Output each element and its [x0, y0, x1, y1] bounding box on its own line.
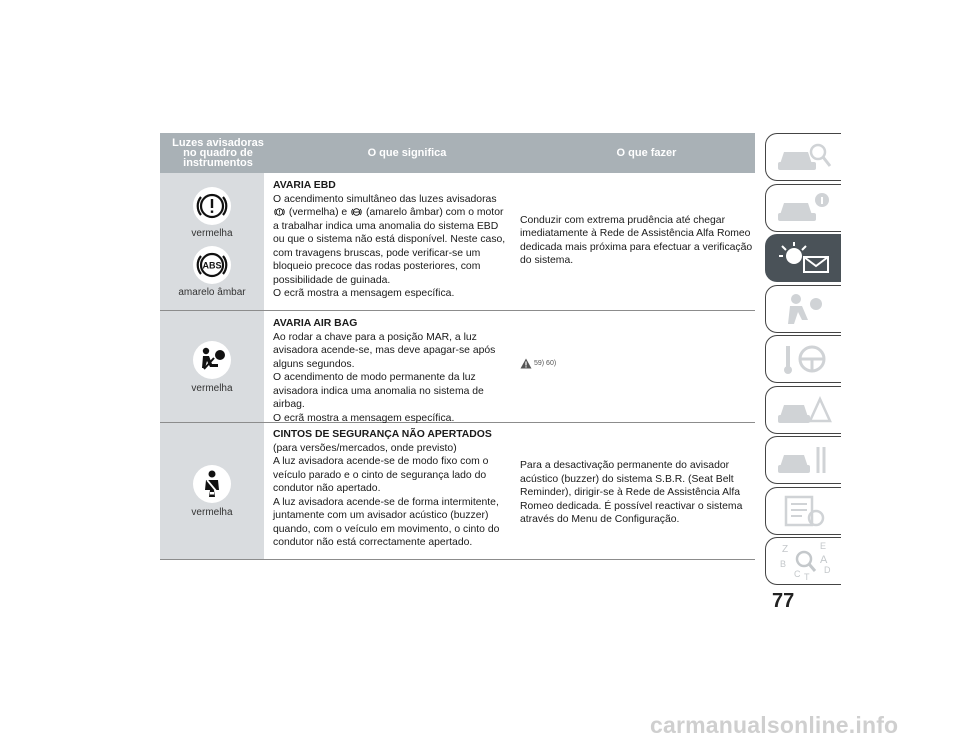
chapter-tabs: [765, 133, 841, 588]
lamp-cell: [160, 311, 264, 422]
warning-lights-icon: [774, 241, 834, 275]
warning-lights-table: [160, 133, 755, 560]
meaning-text: (para versões/mercados, onde previsto): [273, 442, 457, 454]
index-letter: C: [793, 569, 800, 579]
meaning-text: A luz avisadora acende-se de forma intermitente, juntamente com um avisador acústico (buzzer) quando, com o veículo em movimento, o cinto do condutor não está correctamente apertado.: [273, 496, 500, 548]
abs-warning-icon: [350, 206, 363, 218]
meaning-text: Ao rodar a chave para a posição MAR, a luz avisadora acende-se, mas deve apagar-se após alguns segundos.: [273, 331, 496, 370]
car-inspect-icon: [774, 140, 834, 174]
tab-specs[interactable]: [765, 487, 841, 535]
brake-warning-icon: [192, 186, 232, 226]
warning-triangle-icon: [520, 358, 532, 369]
warning-reference: 59) 60): [520, 357, 556, 371]
meaning-cell: [264, 173, 514, 310]
index-letter: T: [803, 572, 809, 581]
row-title: CINTOS DE SEGURANÇA NÃO APERTADOS: [273, 429, 492, 440]
row-title: AVARIA AIR BAG: [273, 318, 358, 329]
lamp-caption: vermelha: [191, 382, 233, 394]
tab-steering[interactable]: [765, 335, 841, 383]
tab-warning-lights[interactable]: [765, 234, 841, 282]
car-info-icon: [774, 191, 834, 225]
tab-car-inspect[interactable]: [765, 133, 841, 181]
index-letter: E: [819, 541, 826, 551]
svg-text:ABS: ABS: [353, 210, 360, 215]
tab-safety[interactable]: [765, 285, 841, 333]
meaning-text: A luz avisadora acende-se de modo fixo com o veículo parado e o cinto de segurança lado do condutor não apertado.: [273, 456, 489, 494]
meaning-text: O ecrã mostra a mensagem específica.: [273, 412, 455, 424]
car-emergency-icon: [774, 393, 834, 427]
watermark: carmanualsonline.info: [650, 712, 899, 738]
action-cell: [514, 311, 755, 422]
abs-warning-icon: [192, 245, 232, 285]
lamp-caption: amarelo âmbar: [178, 286, 246, 298]
safety-icon: [774, 292, 834, 326]
table-header: [160, 133, 755, 173]
header-lights: Luzes avisadoras no quadro de instrumentos: [160, 133, 276, 173]
car-service-icon: [774, 443, 834, 477]
airbag-warning-icon: [192, 340, 232, 380]
meaning-cell: [264, 423, 514, 559]
lamp-cell: [160, 423, 264, 559]
steering-icon: [774, 342, 834, 376]
row-title: AVARIA EBD: [273, 180, 336, 191]
index-letter: A: [819, 554, 827, 566]
meaning-text: O acendimento de modo permanente da luz avisadora indica uma anomalia no sistema de airbag.: [273, 372, 484, 410]
seatbelt-warning-icon: [192, 464, 232, 504]
index-letter: D: [823, 565, 830, 575]
meaning-text: O acendimento simultâneo das luzes avisadoras (vermelha) e ABS (amarelo âmbar) com o motor a trabalhar indica uma anomalia do sistema EBD ou que o sistema não está disponível. Neste caso, com travagens bruscas, pode verificar-se um bloqueio precoce das rodas posteriores, com possibilidade de guinada. O ecrã mostra a mensagem específica.: [273, 193, 506, 299]
table-row: [160, 173, 755, 311]
brake-warning-icon: [273, 206, 286, 218]
meaning-cell: [264, 311, 514, 422]
lamp-caption: vermelha: [191, 507, 233, 518]
lamp-caption: vermelha: [191, 227, 233, 239]
tab-index[interactable]: [765, 537, 841, 585]
lamp-cell: [160, 173, 264, 310]
header-meaning: O que significa: [367, 147, 447, 159]
page-number: 77: [772, 590, 795, 612]
index-letter: B: [779, 559, 786, 569]
action-text: Para a desactivação permanente do avisador acústico (buzzer) do sistema S.B.R. (Seat Belt Reminder), dirigir-se à Rede de Assistência Alfa Romeo dedicada. É possível reactivar o sistema através do Menu de Configuração.: [520, 460, 743, 526]
action-cell: [514, 423, 755, 559]
action-cell: [514, 173, 755, 310]
tab-car-service[interactable]: [765, 436, 841, 484]
table-row: [160, 311, 755, 423]
header-action: O que fazer: [616, 147, 677, 159]
action-text: Conduzir com extrema prudência até chegar imediatamente à Rede de Assistência Alfa Romeo dedicada mais próxima para efectuar a verificação do sistema.: [520, 214, 753, 266]
specs-icon: [774, 494, 834, 528]
index-icon: [774, 541, 834, 581]
index-letter: Z: [781, 544, 788, 555]
tab-car-emergency[interactable]: [765, 386, 841, 434]
table-row: [160, 423, 755, 560]
tab-car-info[interactable]: [765, 184, 841, 232]
svg-text:ABS: ABS: [202, 260, 222, 270]
